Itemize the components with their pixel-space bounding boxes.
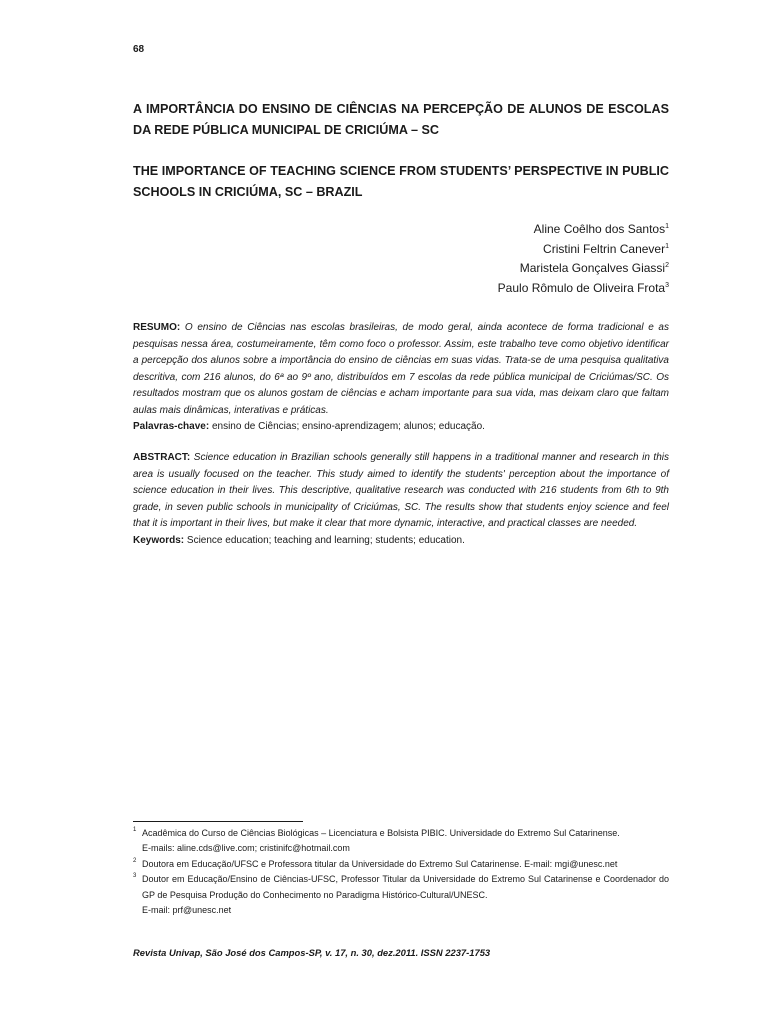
author-name: Aline Coêlho dos Santos	[533, 222, 666, 236]
resumo-section	[133, 320, 669, 436]
resumo-label: RESUMO:	[133, 322, 181, 333]
footnote-mark: 2	[133, 857, 137, 864]
footnote-text: Acadêmica do Curso de Ciências Biológicas – Licenciatura e Bolsista PIBIC. Universidade do Extremo Sul Catarinense.	[142, 828, 620, 838]
palavras-chave	[133, 419, 669, 436]
author-footnote-mark: 2	[665, 262, 669, 270]
footnote-text: Doutor em Educação/Ensino de Ciências-UFSC, Professor Titular da Universidade do Extremo Sul Catarinense e Coordenador do GP de Pesquisa Produção do Conhecimento no Paradigma Histórico-Cultural/UNESC.	[142, 874, 669, 900]
footnotes	[133, 826, 669, 918]
author-name: Paulo Rômulo de Oliveira Frota	[497, 280, 666, 295]
abstract-paragraph	[133, 450, 669, 533]
abstract-section	[133, 450, 669, 549]
author-list	[498, 220, 669, 298]
page-number: 68	[133, 44, 145, 55]
keywords-label: Keywords:	[133, 534, 185, 546]
footnote-divider	[133, 821, 303, 822]
author-footnote-mark: 1	[665, 223, 669, 230]
abstract-text: Science education in Brazilian schools generally still happens in a traditional manner and research in this area is usually focused on the teacher. This study aimed to identify the students' perception about the importance of science education in their lives. This descriptive, qualitative research was conducted with 216 students from 6th to 9th grade, in seven public schools in municipality of Criciúmas, SC. The results show that students enjoy science and feel that it is important in their lives, but make it clear that more dynamic, interactive, and practical classes are needed.	[133, 452, 669, 529]
footnote-email: E-mails: aline.cds@live.com; cristinifc@hotmail.com	[142, 843, 350, 854]
footnote-text: Doutora em Educação/UFSC e Professora titular da Universidade do Extremo Sul Catarinense. E-mail: mgi@unesc.net	[142, 858, 618, 869]
footnote	[133, 826, 669, 857]
abstract-label: ABSTRACT:	[133, 452, 191, 463]
footnote-mark: 1	[133, 827, 137, 833]
author	[498, 240, 669, 260]
resumo-paragraph	[133, 320, 669, 419]
palavras-chave-text: ensino de Ciências; ensino-aprendizagem; alunos; educação.	[211, 421, 485, 432]
author-name: Maristela Gonçalves Giassi	[519, 261, 666, 276]
author	[498, 220, 669, 240]
title-english: THE IMPORTANCE OF TEACHING SCIENCE FROM STUDENTS’ PERSPECTIVE IN PUBLIC SCHOOLS IN CRICIÚMA, SC – BRAZIL	[133, 164, 669, 199]
footnote	[133, 872, 669, 918]
footnote-email: E-mail: prf@unesc.net	[142, 905, 232, 916]
author	[498, 259, 669, 279]
palavras-chave-label: Palavras-chave:	[133, 421, 210, 432]
author-name: Cristini Feltrin Canever	[543, 241, 666, 256]
journal-citation: Revista Univap, São José dos Campos-SP, v. 17, n. 30, dez.2011. ISSN 2237-1753	[133, 947, 491, 958]
keywords-text: Science education; teaching and learning; students; education.	[186, 534, 465, 546]
footnote	[133, 857, 669, 872]
author-footnote-mark: 1	[665, 242, 669, 250]
author	[498, 279, 669, 299]
title-portuguese: A IMPORTÂNCIA DO ENSINO DE CIÊNCIAS NA PERCEPÇÃO DE ALUNOS DE ESCOLAS DA REDE PÚBLICA MUNICIPAL DE CRICIÚMA – SC	[133, 102, 669, 137]
resumo-text: O ensino de Ciências nas escolas brasileiras, de modo geral, ainda acontece de forma tradicional e as pesquisas nessa área, costumeiramente, têm como foco o professor. Assim, este trabalho teve como objetivo identificar a percepção dos alunos sobre a importância do ensino de ciências em suas vidas. Trata-se de uma pesquisa qualitativa descritiva, com 216 alunos, do 6ª ao 9º ano, distribuídos em 7 escolas da rede pública municipal de Criciúmas/SC. Os resultados mostram que os alunos gostam de ciências e acham importante para sua vida, mas deixam claro que faltam aulas mais dinâmicas, interativas e práticas.	[133, 322, 669, 416]
author-footnote-mark: 3	[665, 281, 669, 289]
footnote-mark: 3	[133, 873, 137, 880]
keywords	[133, 533, 669, 550]
